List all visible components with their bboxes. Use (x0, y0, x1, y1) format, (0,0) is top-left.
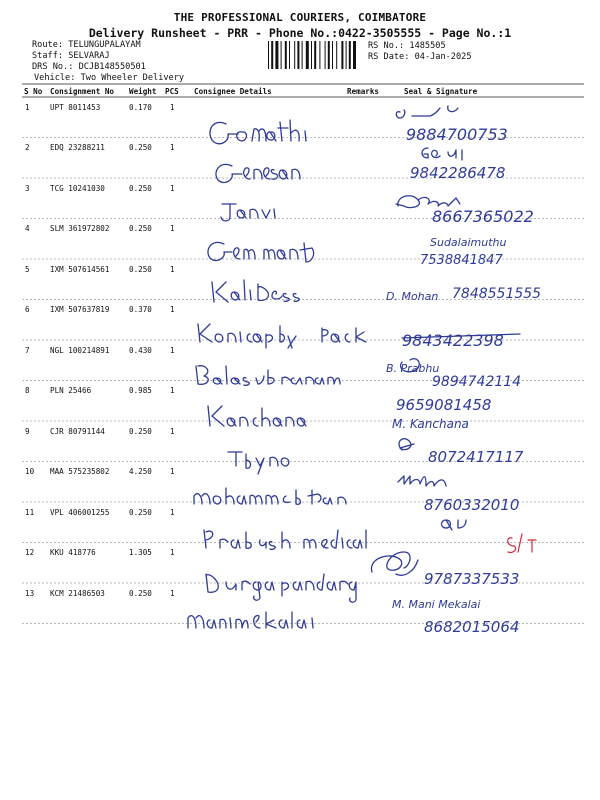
row-sno: 6 (25, 305, 30, 314)
row-sno: 2 (25, 143, 30, 152)
row-pcs: 1 (170, 467, 175, 476)
row-sno: 13 (25, 589, 35, 598)
row-consignment: NGL 100214891 (50, 346, 110, 355)
row-pcs: 1 (170, 346, 175, 355)
rs-date-value: 04-Jan-2025 (414, 52, 472, 62)
column-header-consignee: Consignee Details (194, 87, 272, 96)
handwritten-consignee-10 (194, 488, 346, 504)
row-consignment: EDQ 23288211 (50, 143, 105, 152)
signature-3 (396, 196, 534, 226)
handwritten-consignee-13 (188, 612, 313, 628)
signature-name-8: M. Kanchana (392, 417, 469, 431)
row-pcs: 1 (170, 508, 175, 517)
row-pcs: 1 (170, 427, 175, 436)
row-weight: 0.985 (129, 386, 152, 395)
signature-name-7: B. Prabhu (386, 362, 440, 375)
handwritten-consignee-3 (221, 204, 275, 221)
row-pcs: 1 (170, 548, 175, 557)
signature-name-13: M. Mani Mekalai (392, 598, 481, 611)
signature-phone-10: 8760332010 (424, 496, 520, 514)
row-consignment: UPT 8011453 (50, 103, 101, 112)
handwritten-consignee-9 (228, 452, 289, 474)
handwritten-consignee-5 (212, 280, 299, 302)
route-value: TELUNGUPALAYAM (68, 40, 141, 50)
row-weight: 0.250 (129, 589, 152, 598)
handwritten-consignee-8 (208, 406, 306, 426)
row-consignment: SLM 361972802 (50, 224, 110, 233)
row-consignment: KCM 21486503 (50, 589, 105, 598)
column-header-weight: Weight (129, 87, 157, 96)
row-weight: 0.250 (129, 184, 152, 193)
signature-2 (410, 148, 505, 182)
signature-name-4: Sudalaimuthu (430, 236, 507, 249)
row-weight: 0.250 (129, 508, 152, 517)
signature-phone-2: 9842286478 (410, 164, 506, 182)
row-weight: 0.170 (129, 103, 152, 112)
vehicle-label: Vehicle: (34, 73, 76, 83)
handwritten-consignee-11 (204, 530, 366, 549)
row-pcs: 1 (170, 103, 175, 112)
company-title: THE PROFESSIONAL COURIERS, COIMBATORE (173, 11, 427, 24)
signature-9 (399, 439, 524, 466)
row-sno: 1 (25, 103, 30, 112)
row-sno: 8 (25, 386, 30, 395)
row-sno: 5 (25, 265, 30, 274)
signature-phone-9: 8072417117 (428, 448, 524, 466)
vehicle-value: Two Wheeler Delivery (80, 73, 185, 83)
handwritten-consignee-12 (206, 574, 356, 602)
row-pcs: 1 (170, 589, 175, 598)
staff-label: Staff: (32, 51, 64, 61)
row-pcs: 1 (170, 143, 175, 152)
signature-12 (371, 552, 519, 588)
row-weight: 0.250 (129, 265, 152, 274)
signature-phone-8: 9659081458 (396, 396, 492, 414)
row-consignment: VPL 406001255 (50, 508, 110, 517)
handwritten-consignee-2 (216, 164, 300, 182)
signature-phone-5: 7848551555 (452, 286, 542, 302)
row-consignment: IXM 507614561 (50, 265, 110, 274)
row-consignment: MAA 575235802 (50, 467, 110, 476)
signature-6 (402, 331, 520, 350)
row-pcs: 1 (170, 184, 175, 193)
row-pcs: 1 (170, 305, 175, 314)
row-pcs: 1 (170, 224, 175, 233)
rs-no-value: 1485505 (409, 41, 446, 51)
row-weight: 0.430 (129, 346, 152, 355)
signature-name-5: D. Mohan (386, 290, 439, 303)
rs-date-label: RS Date: (368, 52, 410, 62)
row-sno: 12 (25, 548, 35, 557)
row-consignment: PLN 25466 (50, 386, 92, 395)
row-weight: 1.305 (129, 548, 152, 557)
signature-8 (392, 396, 491, 431)
drs-value: DCJB148550501 (78, 62, 146, 72)
row-weight: 4.250 (129, 467, 152, 476)
row-consignment: KKU 418776 (50, 548, 96, 557)
row-weight: 0.250 (129, 427, 152, 436)
handwritten-consignee-7 (196, 366, 340, 386)
row-sno: 9 (25, 427, 30, 436)
handwritten-consignee-6 (198, 324, 366, 348)
column-header-sno: S No (24, 87, 43, 96)
signature-phone-1: 9884700753 (406, 125, 508, 144)
red-remark-mark (508, 534, 536, 552)
column-header-signature: Seal & Signature (404, 87, 478, 96)
runsheet-title: Delivery Runsheet - PRR - Phone No.:0422-3505555 - Page No.:1 (88, 26, 512, 40)
row-pcs: 1 (170, 265, 175, 274)
row-sno: 11 (25, 508, 35, 517)
staff-value: SELVARAJ (68, 51, 110, 61)
signature-7 (386, 359, 521, 390)
signature-phone-6: 9843422398 (402, 331, 504, 350)
handwritten-consignee-1 (210, 120, 306, 144)
signature-phone-13: 8682015064 (424, 618, 520, 636)
signature-10 (398, 476, 519, 514)
signature-phone-12: 9787337533 (424, 570, 520, 588)
drs-label: DRS No.: (32, 62, 74, 72)
column-header-consignment: Consignment No (50, 87, 115, 96)
row-sno: 4 (25, 224, 30, 233)
row-sno: 3 (25, 184, 30, 193)
signature-5 (386, 286, 541, 303)
signature-4 (420, 236, 507, 268)
row-consignment: CJR 80791144 (50, 427, 105, 436)
row-weight: 0.370 (129, 305, 152, 314)
signature-phone-3: 8667365022 (432, 207, 534, 226)
signature-11 (442, 520, 467, 530)
route-label: Route: (32, 40, 64, 50)
signature-1 (396, 106, 508, 144)
row-weight: 0.250 (129, 224, 152, 233)
signature-13 (392, 598, 519, 636)
column-header-pcs: PCS (165, 87, 179, 96)
signature-phone-7: 9894742114 (432, 374, 522, 390)
signature-phone-4: 7538841847 (420, 253, 503, 268)
column-header-remarks: Remarks (347, 87, 380, 96)
handwritten-consignee-4 (208, 242, 314, 262)
row-pcs: 1 (170, 386, 175, 395)
row-consignment: TCG 10241030 (50, 184, 105, 193)
row-weight: 0.250 (129, 143, 152, 152)
rs-no-label: RS No.: (368, 41, 405, 51)
row-consignment: IXM 507637819 (50, 305, 110, 314)
row-sno: 7 (25, 346, 30, 355)
row-sno: 10 (25, 467, 35, 476)
